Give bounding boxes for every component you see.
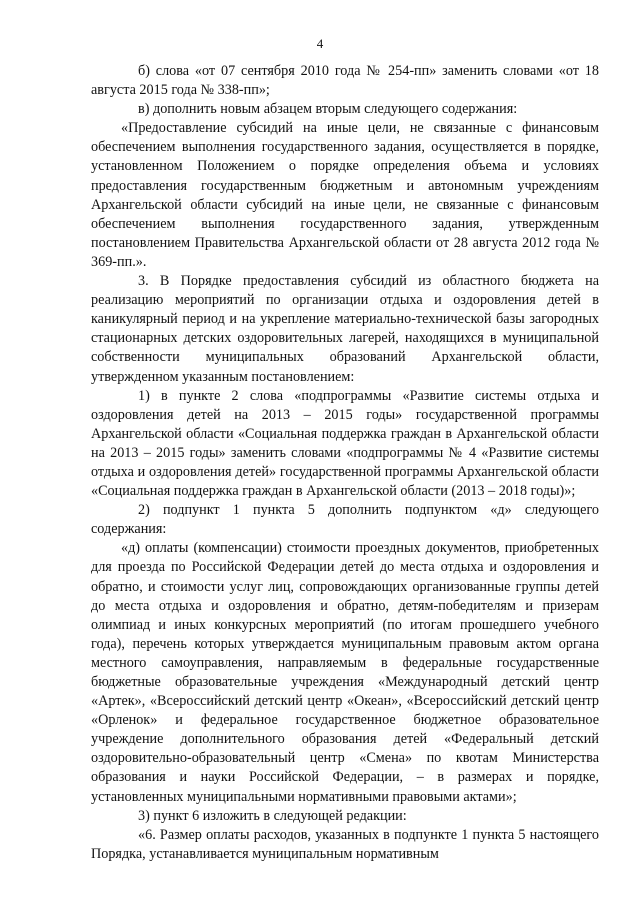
document-body [91, 62, 599, 864]
paragraph-3-2: 2) подпункт 1 пункта 5 дополнить подпунктом «д» следующего содержания: [91, 502, 599, 538]
paragraph-quote-d: «д) оплаты (компенсации) стоимости проездных документов, приобретенных для проезда по Российской Федерации детей до места отдыха и оздоровления и обратно, и стоимости услуг лиц, сопровождающих организованные группы детей до места отдыха и оздоровления и обратно, детям-победителям и призерам олимпиад и иных конкурсных мероприятий (по итогам прошедшего учебного года), перечень которых утверждается муниципальным правовым актом органа местного самоуправления, направляемым в федеральные государственные бюджетные образовательные учреждения «Международный детский центр «Артек», «Всероссийский детский центр «Океан», «Всероссийский детский центр «Орленок» и федеральное государственное бюджетное образовательное учреждение дополнительного образования детей «Федеральный детский оздоровительно-образовательный центр «Смена» по квотам Министерства образования и науки Российской Федерации, – в размерах и порядке, установленных муниципальными нормативными правовыми актами»; [91, 540, 599, 805]
paragraph-v: в) дополнить новым абзацем вторым следующего содержания: [138, 101, 518, 118]
paragraph-b: б) слова «от 07 сентября 2010 года № 254-пп» заменить словами «от 18 августа 2015 года № 338-пп»; [91, 63, 599, 99]
paragraph-3-3: 3) пункт 6 изложить в следующей редакции: [138, 807, 407, 824]
paragraph-quote-subsidies: «Предоставление субсидий на иные цели, не связанные с финансовым обеспечением выполнения государственного задания, осуществляется в порядке, установленном Положением о порядке определения объема и условиях предоставления государственным бюджетным и автономным учреждениям Архангельской области субсидий на иные цели, не связанные с финансовым обеспечением выполнения государственного задания, утвержденным постановлением Правительства Архангельской области от 28 августа 2012 года № 369-пп.». [91, 120, 599, 270]
paragraph-3: 3. В Порядке предоставления субсидий из областного бюджета на реализацию мероприятий по организации отдыха и оздоровления детей в каникулярный период и на укрепление материально-технической базы загородных стационарных детских оздоровительных лагерей, находящихся в муниципальной собственности муниципальных образований Архангельской области, утвержденном указанным постановлением: [91, 273, 599, 385]
paragraph-quote-6: «6. Размер оплаты расходов, указанных в подпункте 1 пункта 5 настоящего Порядка, устанавливается муниципальным нормативным [91, 826, 599, 862]
page-number: 4 [316, 36, 324, 51]
paragraph-3-1: 1) в пункте 2 слова «подпрограммы «Развитие системы отдыха и оздоровления детей на 2013 – 2015 годы» государственной программы Архангельской области «Социальная поддержка граждан в Архангельской области на 2013 – 2015 годы» заменить словами «подпрограммы № 4 «Развитие системы отдыха и оздоровления детей» государственной программы Архангельской области «Социальная поддержка граждан в Архангельской области (2013 – 2018 годы)»; [91, 387, 599, 500]
